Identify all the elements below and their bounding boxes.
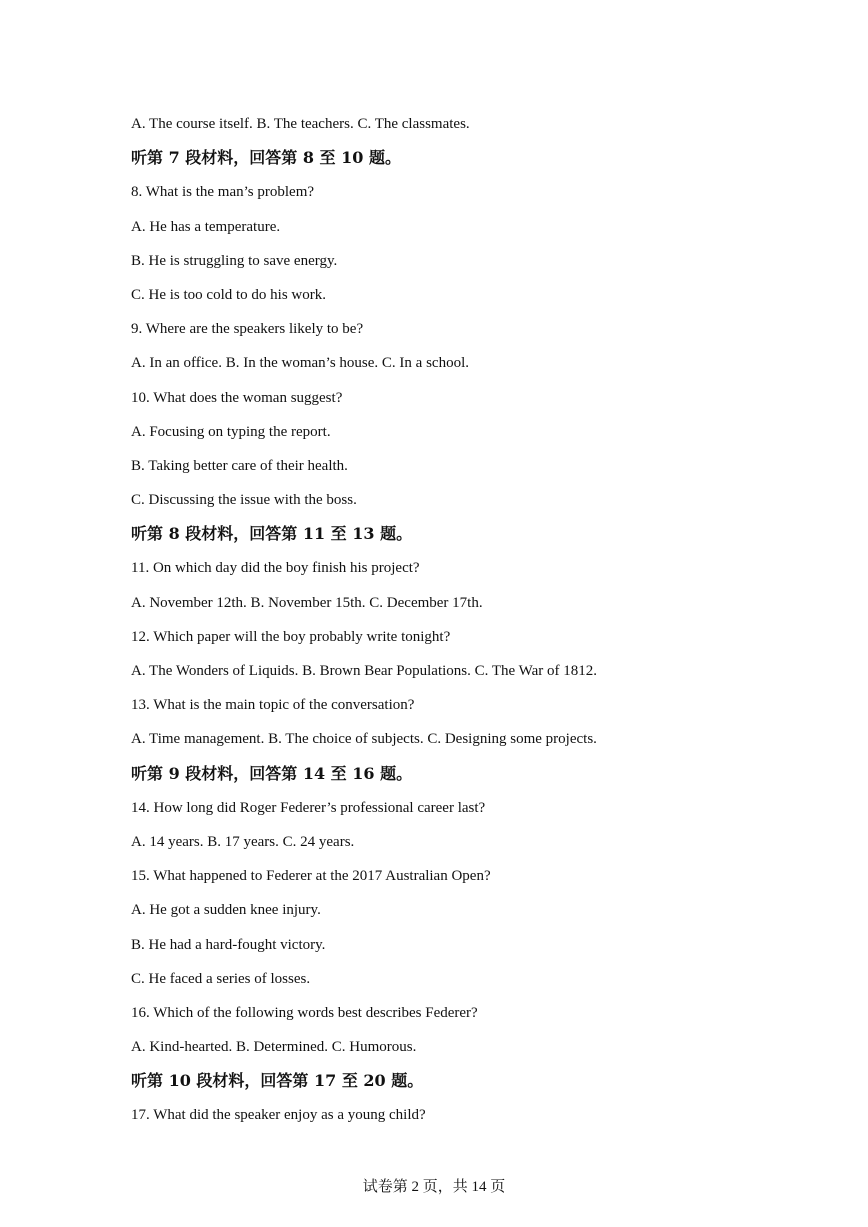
question-text: 9. Where are the speakers likely to be? bbox=[131, 321, 364, 338]
page-content bbox=[131, 112, 811, 1138]
question-text: 14. How long did Roger Federer’s professional career last? bbox=[131, 799, 486, 816]
answer-option: C. He faced a series of losses. bbox=[131, 970, 311, 987]
question-text: 10. What does the woman suggest? bbox=[131, 389, 343, 406]
answer-options: A. Time management. B. The choice of subjects. C. Designing some projects. bbox=[131, 731, 597, 748]
answer-option: A. He got a sudden knee injury. bbox=[131, 902, 321, 919]
answer-option: B. He is struggling to save energy. bbox=[131, 252, 338, 269]
answer-option: A. He has a temperature. bbox=[131, 218, 281, 235]
answer-options: A. In an office. B. In the woman’s house. C. In a school. bbox=[131, 355, 469, 372]
answer-option: A. Focusing on typing the report. bbox=[131, 423, 331, 440]
answer-options: A. The course itself. B. The teachers. C. The classmates. bbox=[131, 116, 470, 132]
answer-options: A. 14 years. B. 17 years. C. 24 years. bbox=[131, 833, 355, 850]
question-text: 16. Which of the following words best describes Federer? bbox=[131, 1004, 478, 1021]
answer-options: A. Kind-hearted. B. Determined. C. Humorous. bbox=[131, 1039, 417, 1056]
page-footer: 试卷第 2 页，共 14 页 bbox=[362, 1179, 506, 1195]
section-heading: 听第 10 段材料，回答第 17 至 20 题。 bbox=[131, 1071, 424, 1091]
answer-option: C. Discussing the issue with the boss. bbox=[131, 492, 357, 509]
section-heading: 听第 8 段材料，回答第 11 至 13 题。 bbox=[131, 524, 413, 544]
question-text: 12. Which paper will the boy probably write tonight? bbox=[131, 628, 451, 645]
answer-option: B. Taking better care of their health. bbox=[131, 457, 348, 474]
section-heading: 听第 7 段材料，回答第 8 至 10 题。 bbox=[131, 148, 401, 168]
answer-options: A. The Wonders of Liquids. B. Brown Bear Populations. C. The War of 1812. bbox=[131, 663, 598, 679]
question-text: 11. On which day did the boy finish his project? bbox=[131, 560, 420, 577]
question-text: 13. What is the main topic of the conversation? bbox=[131, 697, 415, 714]
section-heading: 听第 9 段材料，回答第 14 至 16 题。 bbox=[131, 763, 413, 783]
question-text: 8. What is the man’s problem? bbox=[131, 184, 315, 201]
question-text: 15. What happened to Federer at the 2017 Australian Open? bbox=[131, 868, 491, 885]
question-text: 17. What did the speaker enjoy as a young child? bbox=[131, 1107, 426, 1124]
answer-option: C. He is too cold to do his work. bbox=[131, 286, 326, 303]
answer-option: B. He had a hard-fought victory. bbox=[131, 936, 326, 953]
answer-options: A. November 12th. B. November 15th. C. December 17th. bbox=[131, 594, 483, 611]
